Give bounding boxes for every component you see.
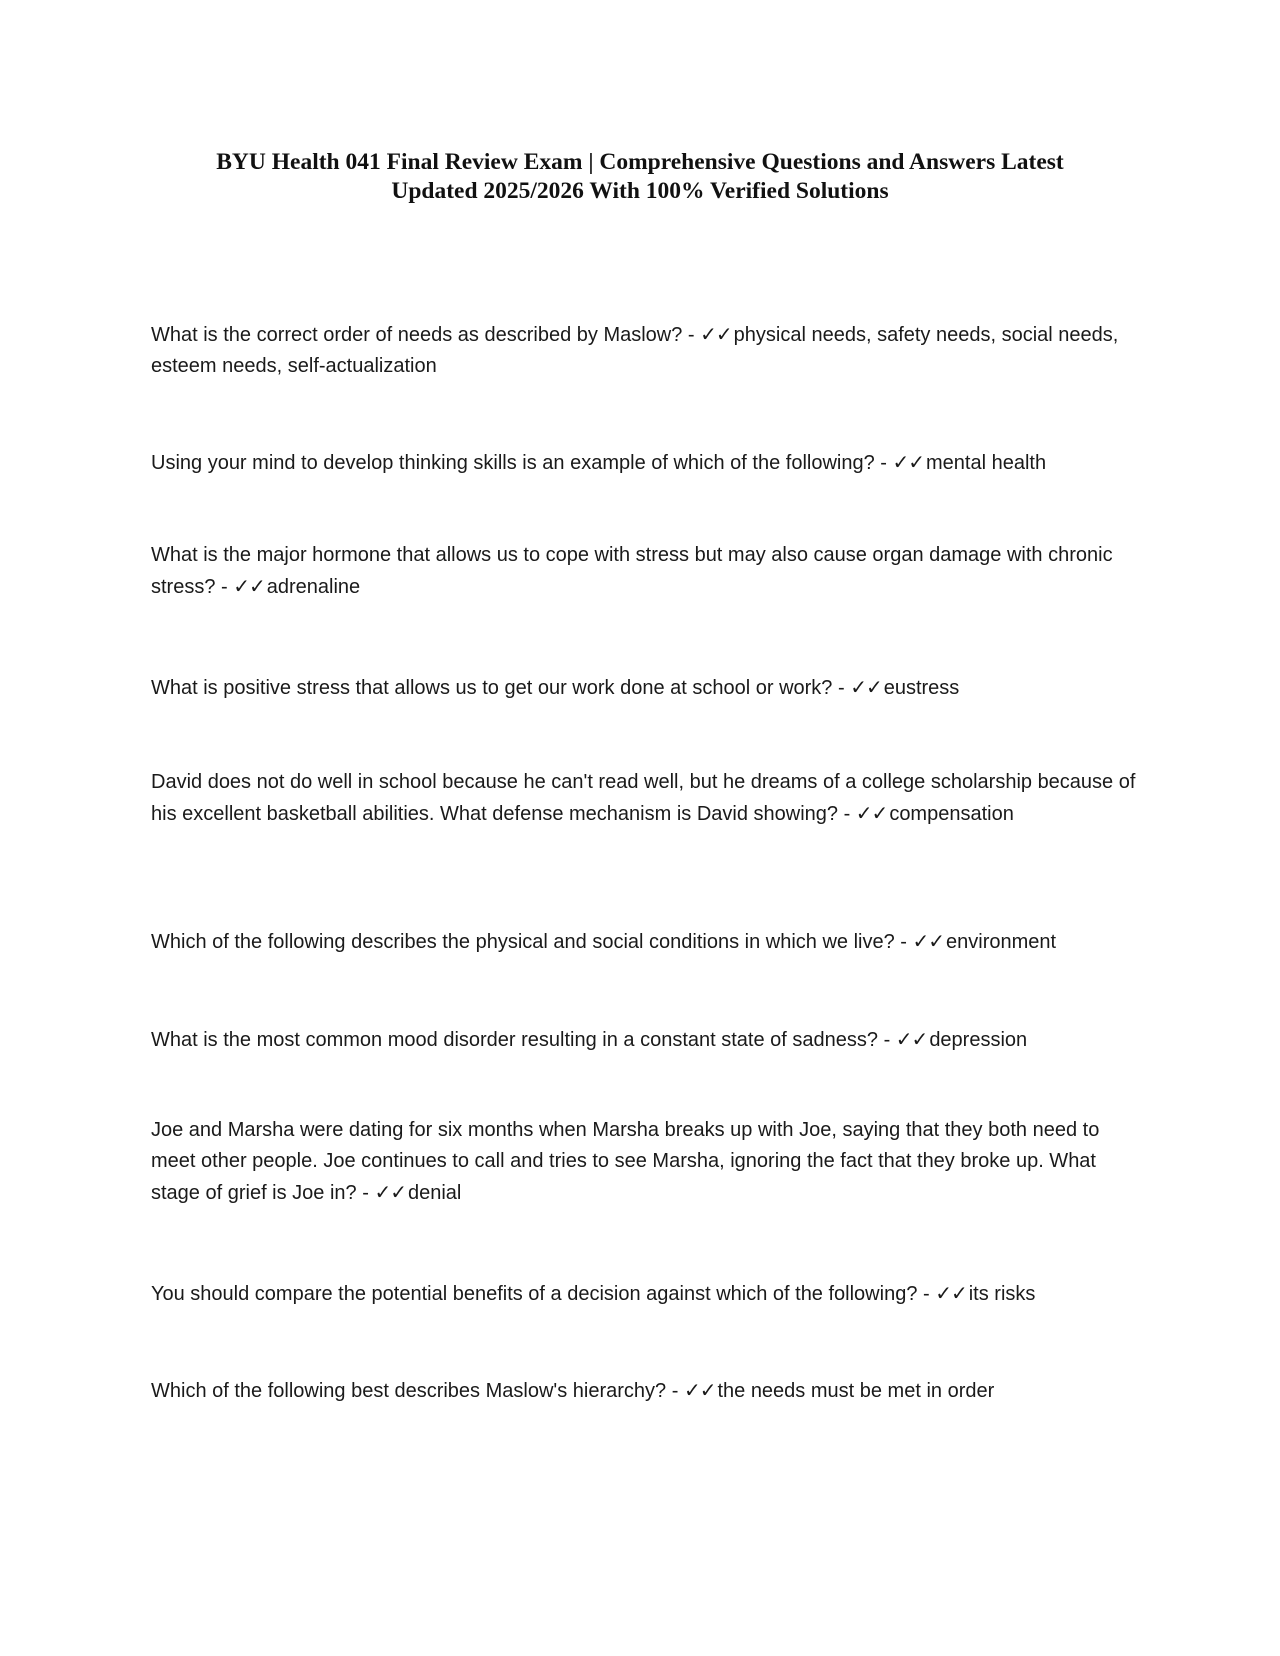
qa-item [151, 672, 1141, 704]
answer-text: compensation [889, 803, 1014, 825]
question-text: Joe and Marsha were dating for six months when Marsha breaks up with Joe, saying that they both need to meet other people. Joe continues to call and tries to see Marsha, ignoring the fact that they broke up. What stage of grief is Joe in? - [151, 1119, 1100, 1204]
title-line-1: BYU Health 041 Final Review Exam | Comprehensive Questions and Answers Latest [216, 149, 1064, 175]
question-text: What is the most common mood disorder resulting in a constant state of sadness? - [151, 1029, 896, 1051]
question-text: What is the major hormone that allows us to cope with stress but may also cause organ damage with chronic stress? - [151, 544, 1113, 598]
check-mark-icon: ✓✓ [233, 574, 265, 598]
qa-item [151, 767, 1141, 830]
check-mark-icon: ✓✓ [683, 1378, 716, 1402]
check-mark-icon: ✓✓ [935, 1281, 967, 1305]
check-mark-icon: ✓✓ [700, 322, 732, 346]
qa-item [151, 926, 1141, 958]
question-text: You should compare the potential benefits of a decision against which of the following? - [151, 1283, 936, 1305]
answer-text: eustress [883, 677, 960, 699]
qa-item [151, 319, 1141, 382]
question-text: Which of the following describes the physical and social conditions in which we live? - [151, 931, 913, 953]
qa-item [151, 1024, 1141, 1056]
question-text: What is positive stress that allows us to get our work done at school or work? - [151, 677, 851, 699]
question-text: Which of the following best describes Maslow's hierarchy? - [151, 1380, 684, 1402]
answer-text: the needs must be met in order [717, 1380, 995, 1402]
check-mark-icon: ✓✓ [892, 450, 924, 474]
answer-text: depression [929, 1029, 1028, 1051]
qa-item [151, 540, 1141, 603]
answer-text: adrenaline [266, 576, 361, 598]
question-text: What is the correct order of needs as described by Maslow? - [151, 324, 701, 346]
answer-text: physical needs, safety needs, social needs, esteem needs, self-actualization [151, 324, 1119, 377]
qa-item [151, 1278, 1141, 1310]
check-mark-icon: ✓✓ [912, 929, 945, 953]
answer-text: environment [946, 931, 1057, 953]
qa-item [151, 447, 1141, 479]
check-mark-icon: ✓✓ [850, 675, 882, 699]
check-mark-icon: ✓✓ [895, 1027, 928, 1051]
qa-item [151, 1375, 1141, 1407]
check-mark-icon: ✓✓ [855, 801, 888, 825]
question-text: Using your mind to develop thinking skills is an example of which of the following? - [151, 452, 893, 474]
answer-text: denial [407, 1182, 462, 1204]
qa-item [151, 1115, 1141, 1209]
answer-text: mental health [926, 452, 1047, 474]
question-text: David does not do well in school because he can't read well, but he dreams of a college scholarship because of his excellent basketball abilities. What defense mechanism is David showing? - [151, 771, 1136, 825]
answer-text: its risks [968, 1283, 1036, 1305]
check-mark-icon: ✓✓ [374, 1180, 406, 1204]
document-title [150, 148, 1130, 206]
title-line-2: Updated 2025/2026 With 100% Verified Solutions [391, 178, 889, 204]
